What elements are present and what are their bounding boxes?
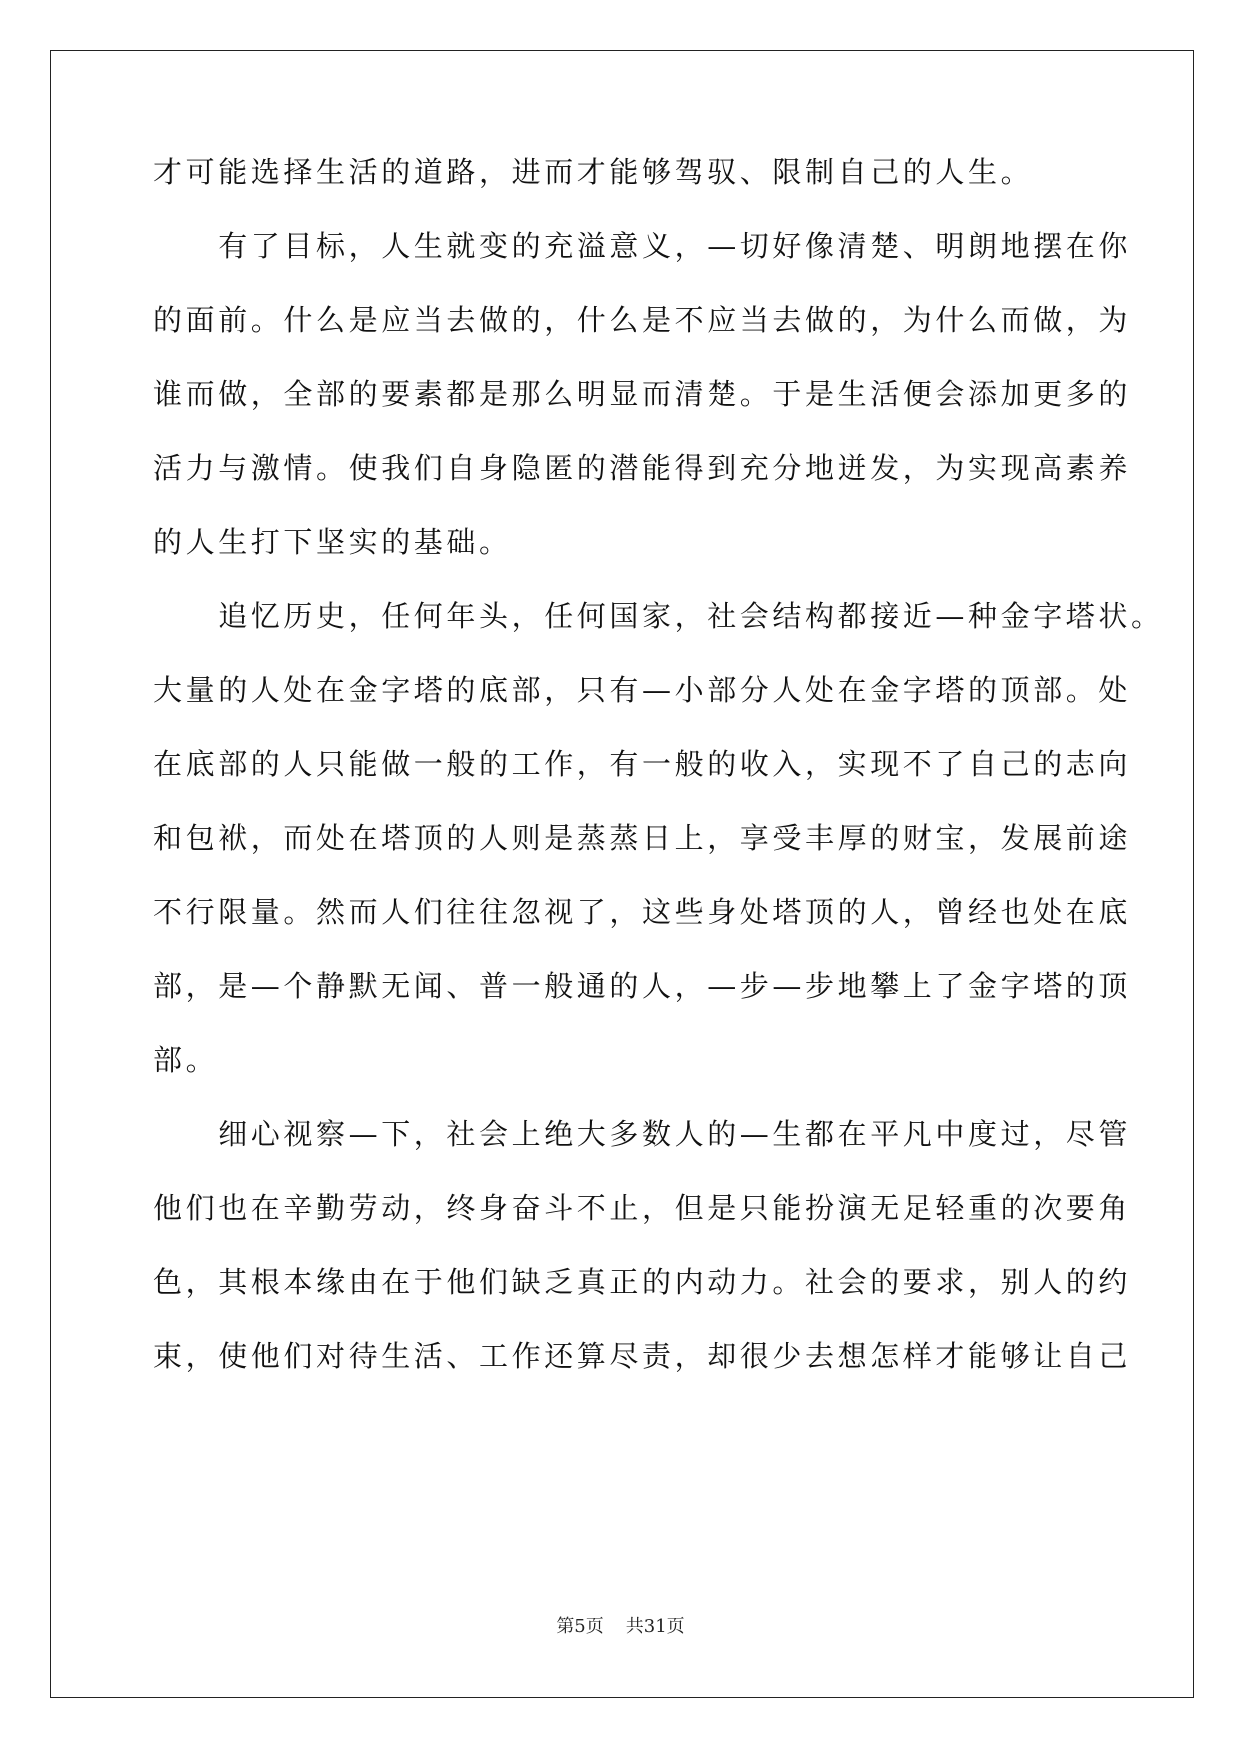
text-line: 追忆历史，任何年头，任何国家，社会结构都接近—种金字塔状。 bbox=[153, 599, 1164, 633]
page-border bbox=[50, 50, 1194, 1698]
text-line: 和包袱，而处在塔顶的人则是蒸蒸日上，享受丰厚的财宝，发展前途 bbox=[153, 821, 1132, 855]
page-number: 第5页 bbox=[556, 1616, 604, 1637]
text-line: 他们也在辛勤劳动，终身奋斗不止，但是只能扮演无足轻重的次要角 bbox=[153, 1191, 1132, 1225]
text-line: 谁而做，全部的要素都是那么明显而清楚。于是生活便会添加更多的 bbox=[153, 377, 1132, 411]
text-line: 活力与激情。使我们自身隐匿的潜能得到充分地迸发，为实现高素养 bbox=[153, 451, 1132, 485]
text-line: 有了目标，人生就变的充溢意义，—切好像清楚、明朗地摆在你 bbox=[153, 229, 1132, 263]
text-line: 在底部的人只能做一般的工作，有一般的收入，实现不了自己的志向 bbox=[153, 747, 1132, 781]
text-line: 不行限量。然而人们往往忽视了，这些身处塔顶的人，曾经也处在底 bbox=[153, 895, 1132, 929]
text-line: 的面前。什么是应当去做的，什么是不应当去做的，为什么而做，为 bbox=[153, 303, 1132, 337]
text-line: 大量的人处在金字塔的底部，只有—小部分人处在金字塔的顶部。处 bbox=[153, 673, 1132, 707]
page-total: 共31页 bbox=[625, 1616, 685, 1637]
text-line: 色，其根本缘由在于他们缺乏真正的内动力。社会的要求，别人的约 bbox=[153, 1265, 1132, 1299]
text-line: 部。 bbox=[153, 1043, 219, 1077]
text-line: 细心视察—下，社会上绝大多数人的—生都在平凡中度过，尽管 bbox=[153, 1117, 1132, 1151]
text-line: 的人生打下坚实的基础。 bbox=[153, 525, 512, 559]
text-line: 才可能选择生活的道路，进而才能够驾驭、限制自己的人生。 bbox=[153, 155, 1034, 189]
page-footer bbox=[0, 1615, 1241, 1639]
text-line: 束，使他们对待生活、工作还算尽责，却很少去想怎样才能够让自己 bbox=[153, 1339, 1132, 1373]
text-line: 部，是—个静默无闻、普一般通的人，—步—步地攀上了金字塔的顶 bbox=[153, 969, 1132, 1003]
